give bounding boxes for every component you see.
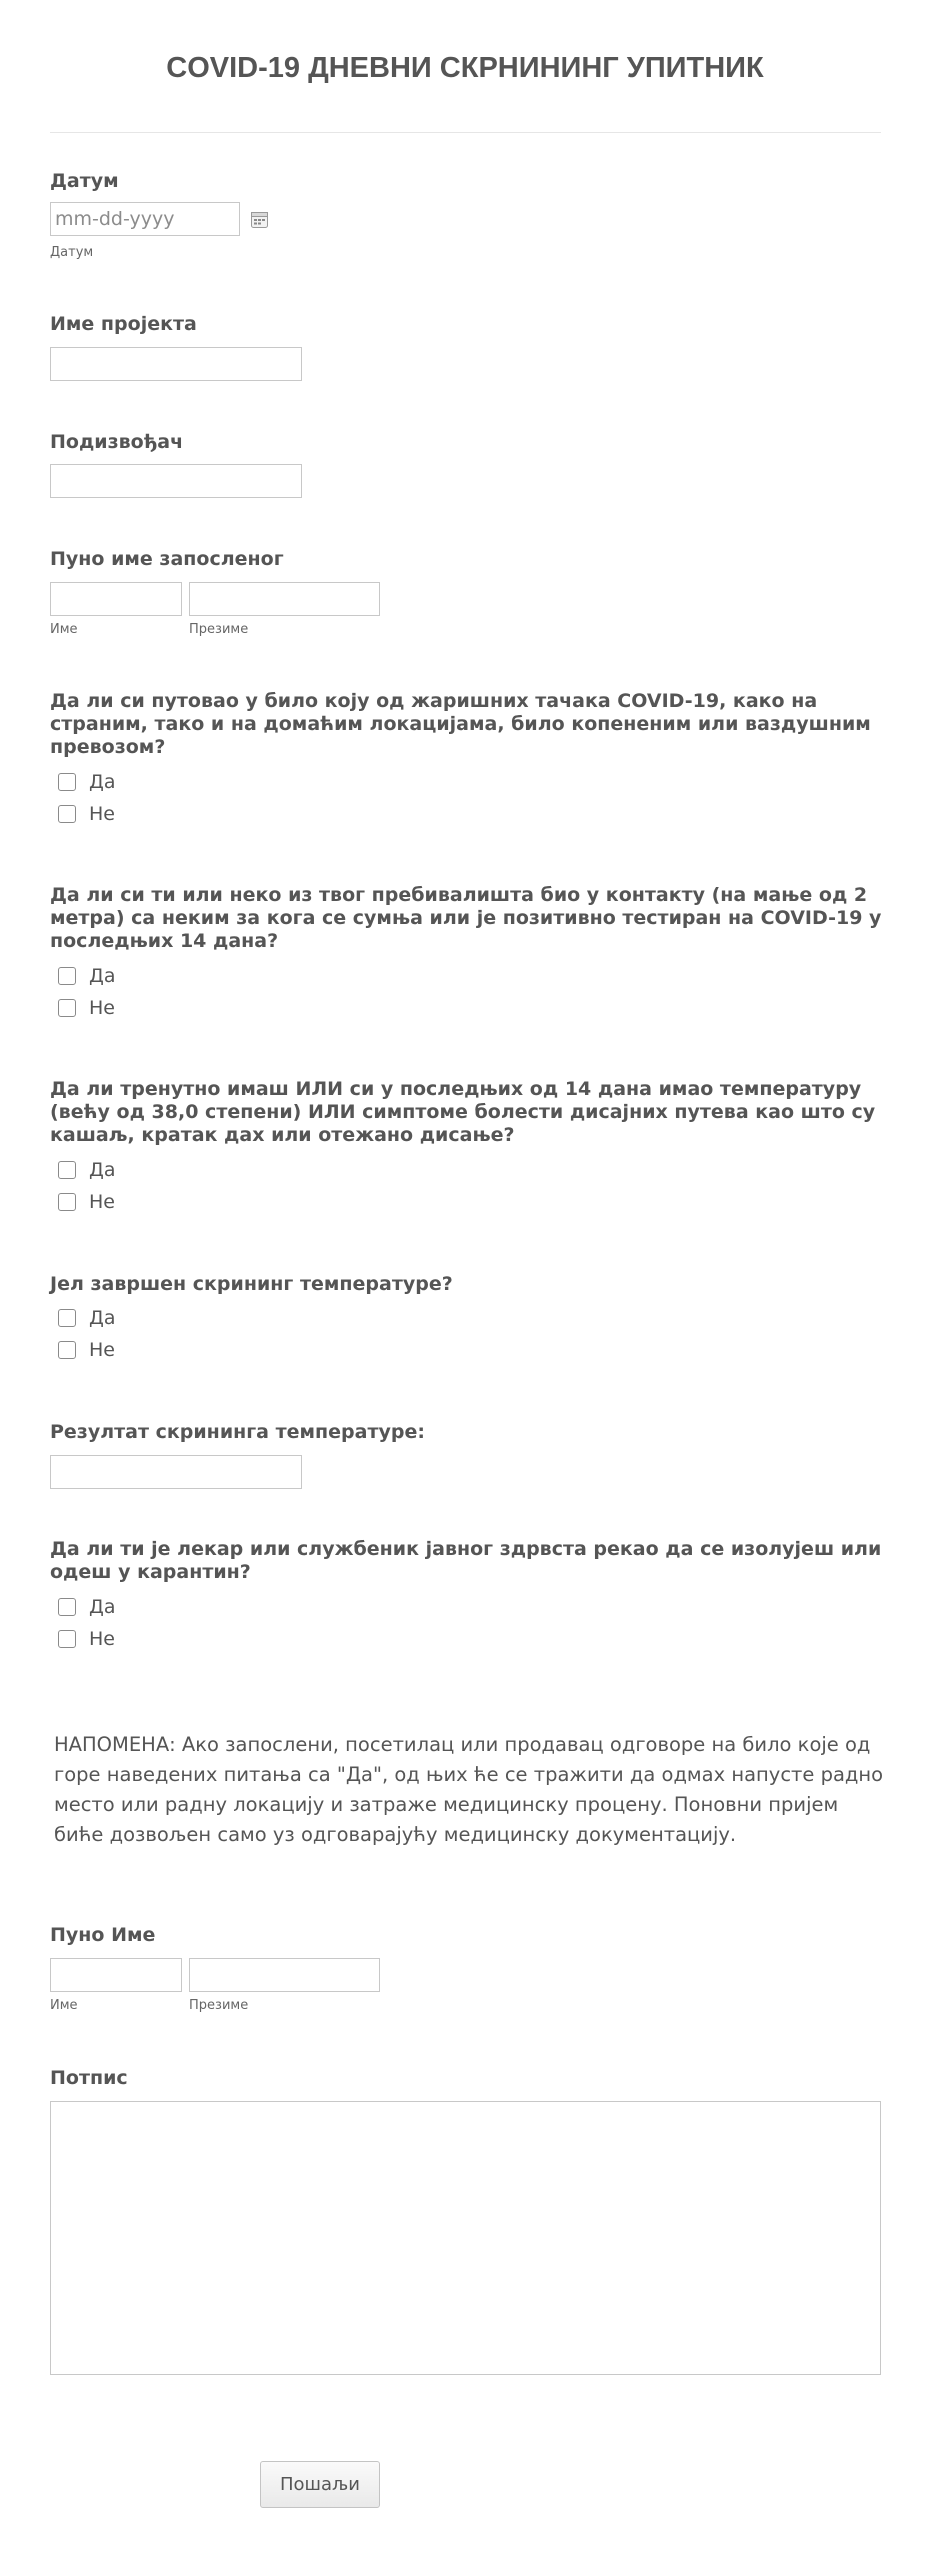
subcontractor-label: Подизвођач <box>50 431 184 453</box>
full-name-label: Пуно Име <box>50 1924 156 1946</box>
employee-first-name-sublabel: Име <box>50 622 78 637</box>
date-sublabel: Датум <box>50 245 94 260</box>
checkbox[interactable] <box>58 1161 76 1179</box>
question-contact-option-no[interactable] <box>58 997 115 1019</box>
subcontractor-input[interactable] <box>50 464 302 498</box>
checkbox[interactable] <box>58 1309 76 1327</box>
question-contact-option-yes[interactable] <box>58 965 116 987</box>
checkbox[interactable] <box>58 773 76 791</box>
question-travel-option-yes[interactable] <box>58 771 116 793</box>
checkbox[interactable] <box>58 1193 76 1211</box>
option-label: Да <box>89 1159 116 1181</box>
checkbox[interactable] <box>58 805 76 823</box>
signature-label: Потпис <box>50 2067 128 2089</box>
question-contact-label: Да ли си ти или неко из твог пребивалишта био у контакту (на мање од 2 метра) са неким за кога се сумња или је позитивно тестиран на COVID-19 у последњих 14 дана? <box>50 884 882 952</box>
option-label: Да <box>89 771 116 793</box>
employee-last-name-input[interactable] <box>189 582 380 616</box>
form-title: COVID-19 ДНЕВНИ СКРНИНИНГ УПИТНИК <box>166 52 764 84</box>
option-label: Да <box>89 1307 116 1329</box>
calendar-icon[interactable] <box>251 211 268 228</box>
date-input[interactable] <box>50 202 240 236</box>
date-label: Датум <box>50 170 119 192</box>
question-isolation-label: Да ли ти је лекар или службеник јавног здрвста рекао да се изолујеш или одеш у карантин? <box>50 1538 882 1583</box>
full-name-first-sublabel: Име <box>50 1998 78 2013</box>
option-label: Не <box>89 997 115 1019</box>
question-symptoms-option-yes[interactable] <box>58 1159 116 1181</box>
option-label: Не <box>89 1628 115 1650</box>
option-label: Да <box>89 1596 116 1618</box>
employee-last-name-sublabel: Презиме <box>189 622 249 637</box>
option-label: Не <box>89 803 115 825</box>
note-text: НАПОМЕНА: Ако запослени, посетилац или продавац одговоре на било које од горе наведених питања са "Да", од њих ће се тражити да одмах напусте радно место или радну локацију и затраже медицинску процену. Поновни пријем биће дозвољен само уз одговарајућу медицинску документацију. <box>54 1733 884 1846</box>
question-temp-screening-label: Јел завршен скрининг температуре? <box>50 1273 453 1295</box>
project-name-input[interactable] <box>50 347 302 381</box>
temp-result-input[interactable] <box>50 1455 302 1489</box>
question-isolation-option-yes[interactable] <box>58 1596 116 1618</box>
question-symptoms-option-no[interactable] <box>58 1191 115 1213</box>
option-label: Не <box>89 1339 115 1361</box>
checkbox[interactable] <box>58 1598 76 1616</box>
question-travel-label: Да ли си путовао у било коју од жаришних тачака COVID-19, како на страним, тако и на домаћим локацијама, било копененим или ваздушним превозом? <box>50 690 871 758</box>
employee-first-name-input[interactable] <box>50 582 182 616</box>
checkbox[interactable] <box>58 1630 76 1648</box>
full-name-first-input[interactable] <box>50 1958 182 1992</box>
question-travel-option-no[interactable] <box>58 803 115 825</box>
temp-result-label: Резултат скрининга температуре: <box>50 1421 425 1443</box>
submit-button[interactable]: Пошаљи <box>260 2461 380 2508</box>
full-name-last-sublabel: Презиме <box>189 1998 249 2013</box>
option-label: Да <box>89 965 116 987</box>
option-label: Не <box>89 1191 115 1213</box>
question-symptoms-label: Да ли тренутно имаш ИЛИ си у последњих од 14 дана имао температуру (већу од 38,0 степени) ИЛИ симптоме болести дисајних путева као што су кашаљ, кратак дах или отежано дисање? <box>50 1078 876 1146</box>
question-temp-screening-option-yes[interactable] <box>58 1307 116 1329</box>
signature-pad[interactable] <box>50 2101 881 2375</box>
question-isolation-option-no[interactable] <box>58 1628 115 1650</box>
checkbox[interactable] <box>58 967 76 985</box>
employee-name-label: Пуно име запосленог <box>50 548 284 570</box>
checkbox[interactable] <box>58 1341 76 1359</box>
full-name-last-input[interactable] <box>189 1958 380 1992</box>
checkbox[interactable] <box>58 999 76 1017</box>
question-temp-screening-option-no[interactable] <box>58 1339 115 1361</box>
project-name-label: Име пројекта <box>50 313 197 335</box>
title-divider <box>50 132 881 133</box>
